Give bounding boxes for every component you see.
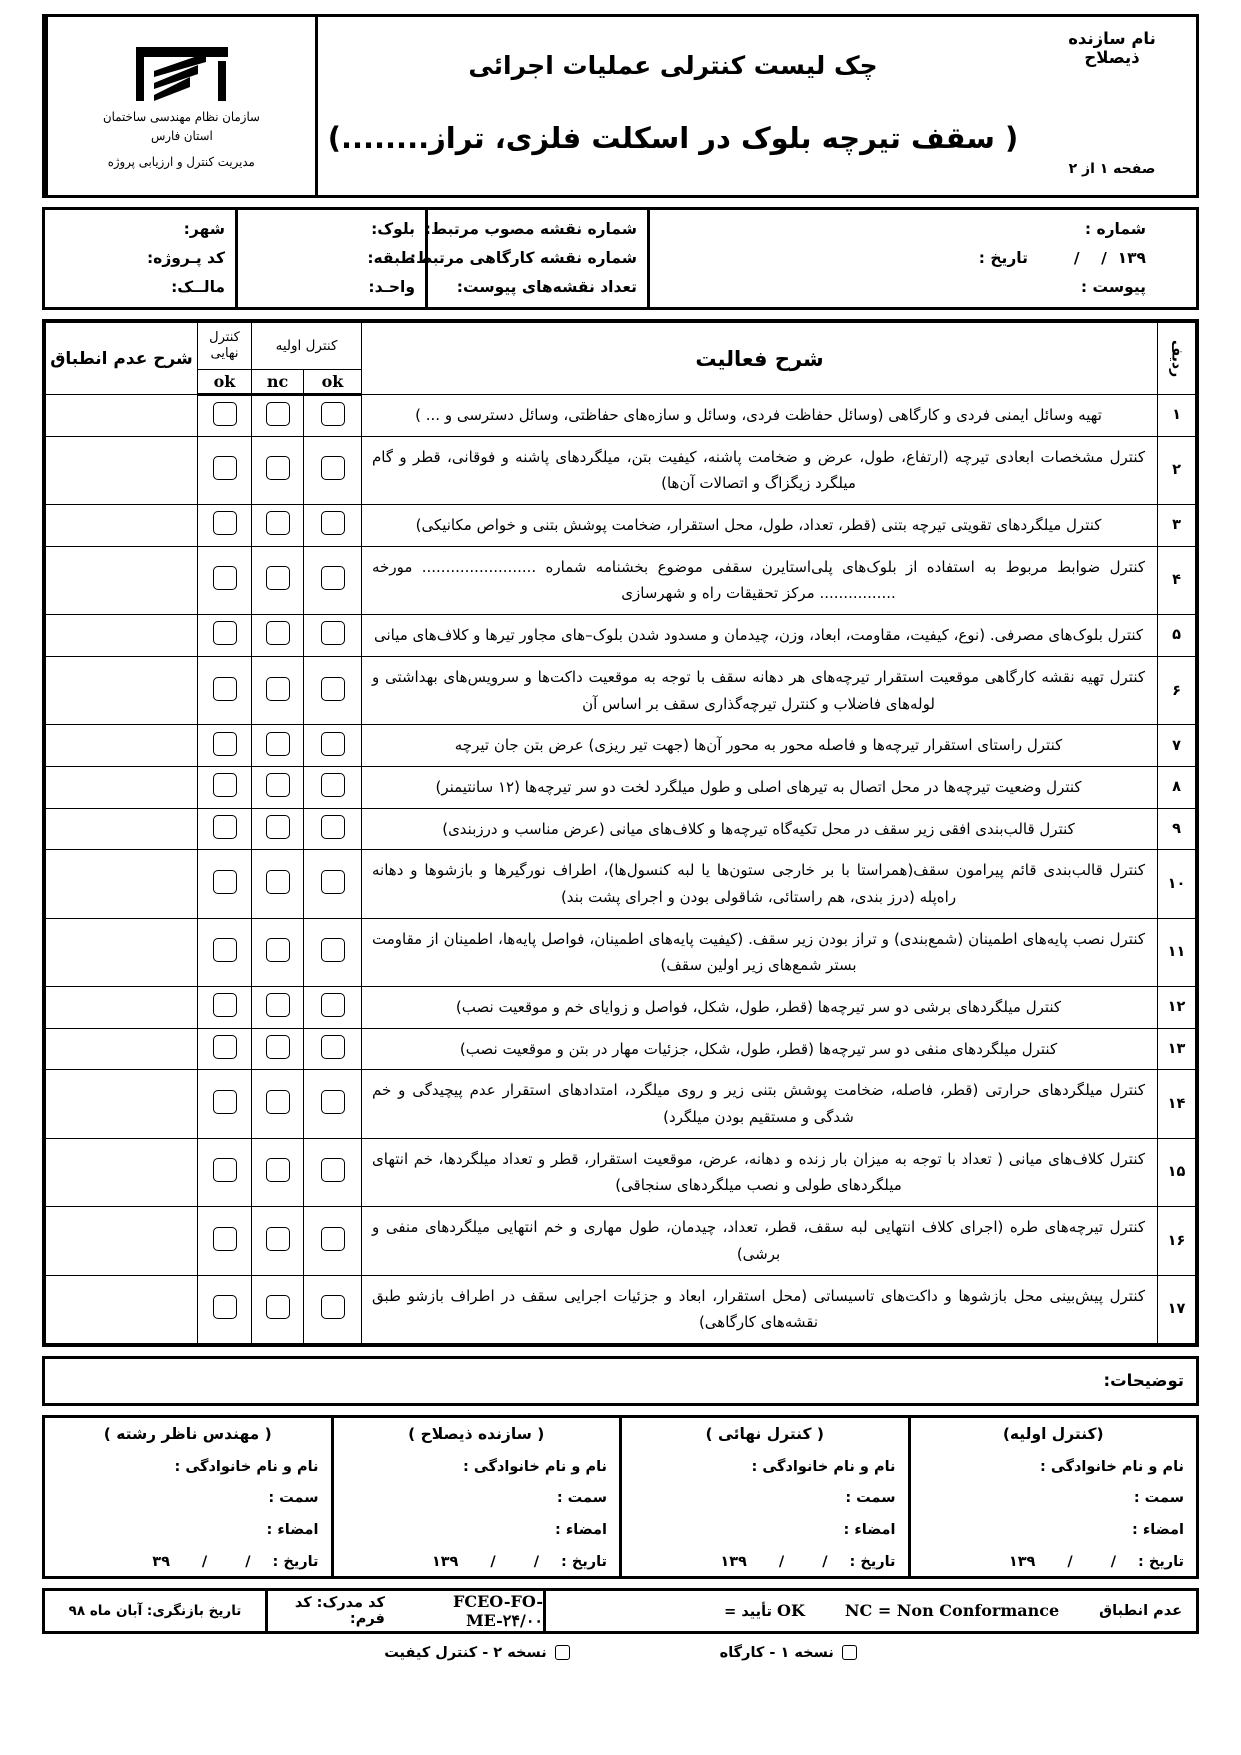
signature-sign-field[interactable]: امضاء : [266,1522,319,1539]
signature-column-title: ( کنترل نهائی ) [705,1424,824,1443]
attached-count-row: تعداد نقشه‌های پیوست: [456,278,637,296]
checkbox-initial-nc-cell[interactable] [252,1028,304,1070]
checkbox-initial-ok[interactable] [321,870,345,894]
info-row-date [660,244,1186,273]
activity-description: کنترل تیرچه‌های طره (اجرای کلاف انتهایی لبه سقف، قطر، تعداد، چیدمان، طول مهاری و خم انتهایی میلگردهای منفی و برشی) [362,1207,1158,1275]
checkbox-initial-nc[interactable] [266,993,290,1017]
legend-block [42,1588,1199,1634]
checkbox-final-ok-cell[interactable] [198,850,252,918]
checkbox-initial-ok[interactable] [321,621,345,645]
col-header-nc: nc [252,370,304,395]
activity-description: کنترل قالب‌بندی افقی زیر سقف در محل تکیه‌گاه تیرچه‌ها و کلاف‌های میانی (عرض مناسب و درزبندی) [362,808,1158,850]
info-group-drawing-numbers [409,210,647,307]
checkbox-initial-nc-cell[interactable] [252,615,304,657]
date-label: تاریخ : [978,249,1028,267]
nonconformance-description-field[interactable] [46,766,198,808]
table-row [46,850,1196,918]
signature-column-3 [331,1418,620,1576]
header-title-area [315,17,1028,195]
signature-position-field[interactable]: سمت : [268,1490,319,1507]
checkbox-final-ok[interactable] [213,870,237,894]
row-number: ۱۵ [1158,1138,1196,1206]
checkbox-final-ok[interactable] [213,1227,237,1251]
table-row [46,1275,1196,1343]
activity-description: کنترل بلوک‌های مصرفی. (نوع، کیفیت، مقاومت، ابعاد، وزن، چیدمان و مسدود شدن بلوک–های مجاور تیرها و کلاف‌های میانی [362,615,1158,657]
date-slash-1: / [1110,1553,1117,1570]
table-row [46,656,1196,724]
activity-description: کنترل پیش‌بینی محل بازشوها و داکت‌های تاسیساتی (محل استقرار، ابعاد و جزئیات اجرایی سقف در اطراف بازشو طبق نقشه‌های کارگاهی) [362,1275,1158,1343]
checkbox-final-ok-cell[interactable] [198,505,252,547]
checkbox-final-ok-cell[interactable] [198,615,252,657]
signature-column-4 [45,1418,331,1576]
checkbox-initial-ok[interactable] [321,938,345,962]
table-row [46,436,1196,504]
activity-description: کنترل قالب‌بندی قائم پیرامون سقف(همراستا با بر خارجی ستون‌ها یا لبه کنسول‌ها)، اطراف نورگیرها و بازشوها و دهانه راه‌پله (درز بندی، هم راستائی، شاقولی بودن و اجرای پشت بند) [362,850,1158,918]
col-header-final-control [198,323,252,370]
notes-label: توضیحات: [1103,1371,1184,1391]
date-slash-2: / [490,1553,496,1570]
info-group-project [45,210,235,307]
copy1-checkbox-icon[interactable] [842,1645,857,1660]
checkbox-final-ok-cell[interactable] [198,766,252,808]
checkbox-final-ok-cell[interactable] [198,1138,252,1206]
info-row-attachment [660,273,1186,302]
date-slash-2: / [1067,1553,1073,1570]
col-header-nonconformance: شرح عدم انطباق [46,323,198,395]
final-control-line1: کنترل [209,329,240,345]
signature-date-label: تاریخ : [849,1553,896,1570]
row-number: ۹ [1158,808,1196,850]
page-title: چک لیست کنترلی عملیات اجرائی [468,51,878,81]
nonconformance-description-field[interactable] [46,615,198,657]
checkbox-final-ok-cell[interactable] [198,436,252,504]
nonconformance-description-field[interactable] [46,395,198,437]
date-slash-1: / [822,1553,828,1570]
signature-date-label: تاریخ : [1138,1553,1184,1570]
nonconformance-description-field[interactable] [46,808,198,850]
legend-revision: تاریخ بازنگری: آبان ماه ۹۸ [68,1602,242,1619]
copy-item-quality[interactable] [384,1645,569,1661]
signature-date-year: ۳۹ [152,1553,170,1570]
col-header-initial-control: کنترل اولیه [252,323,362,370]
table-row [46,1138,1196,1206]
checkbox-final-ok-cell[interactable] [198,1275,252,1343]
checkbox-initial-ok-cell[interactable] [304,1207,362,1275]
checkbox-final-ok[interactable] [213,938,237,962]
col-header-ok2: ok [198,370,252,395]
signature-date-field[interactable] [346,1554,608,1570]
checkbox-final-ok[interactable] [213,402,237,426]
page-number-label: صفحه ۱ از ۲ [1068,161,1156,177]
checkbox-initial-nc[interactable] [266,621,290,645]
checkbox-initial-ok-cell[interactable] [304,987,362,1029]
activity-description: کنترل نصب پایه‌های اطمینان (شمع‌بندی) و تراز بودن زیر سقف. (کیفیت پایه‌های اطمینان، فواصل پایه‌ها، اطمینان از مقاومت بستر شمع‌های زیر اولین سقف) [362,918,1158,986]
table-row [46,918,1196,986]
signature-sign-field[interactable]: امضاء : [843,1522,896,1539]
checkbox-initial-nc[interactable] [266,773,290,797]
checkbox-final-ok-cell[interactable] [198,1070,252,1138]
floor-row: طبقه: [367,249,415,267]
row-number: ۸ [1158,766,1196,808]
signature-position-field[interactable]: سمت : [556,1490,607,1507]
checkbox-final-ok[interactable] [213,773,237,797]
checkbox-final-ok[interactable] [213,815,237,839]
col-header-activity: شرح فعالیت [362,323,1158,395]
checkbox-initial-ok[interactable] [321,1158,345,1182]
org-name-line3: مدیریت کنترل و ارزیابی پروژه [107,154,256,169]
signature-column-2 [619,1418,908,1576]
signature-date-year: ۱۳۹ [1008,1553,1036,1570]
checkbox-initial-ok[interactable] [321,566,345,590]
activity-description: کنترل ضوابط مربوط به استفاده از بلوک‌های پلی‌استایرن سقفی موضوع بخشنامه شماره ........................ مورخه ................ مرکز تحقیقات راه و شهرسازی [362,546,1158,614]
checklist-table [45,322,1196,1344]
table-row [46,1070,1196,1138]
copy-item-workshop[interactable] [720,1645,857,1661]
row-number: ۶ [1158,656,1196,724]
block-row: بلوک: [371,220,415,238]
doc-code-label: کد مدرک: کد فرم: [294,1594,385,1627]
checkbox-initial-nc-cell[interactable] [252,546,304,614]
checkbox-initial-nc[interactable] [266,938,290,962]
date-value[interactable]: ۱۳۹ / / [1073,249,1146,267]
checkbox-initial-ok[interactable] [321,1090,345,1114]
row-number: ۲ [1158,436,1196,504]
checkbox-initial-nc-cell[interactable] [252,436,304,504]
nonconformance-description-field[interactable] [46,850,198,918]
nonconformance-description-field[interactable] [46,1070,198,1138]
signature-row [45,1418,1196,1576]
nonconformance-description-field[interactable] [46,1275,198,1343]
checkbox-final-ok-cell[interactable] [198,1028,252,1070]
nonconformance-description-field[interactable] [46,725,198,767]
table-row [46,808,1196,850]
checkbox-initial-nc-cell[interactable] [252,505,304,547]
row-number: ۳ [1158,505,1196,547]
checkbox-initial-nc-cell[interactable] [252,656,304,724]
info-group-location [235,210,425,307]
checkbox-initial-ok[interactable] [321,732,345,756]
checkbox-initial-nc-cell[interactable] [252,1138,304,1206]
row-number: ۱۶ [1158,1207,1196,1275]
checklist-table-head [46,323,1196,395]
checkbox-initial-nc-cell[interactable] [252,850,304,918]
table-row [46,766,1196,808]
attachment-label: پیوست : [1080,278,1146,296]
notes-block [42,1356,1199,1406]
activity-description: کنترل راستای استقرار تیرچه‌ها و فاصله محور به محور آن‌ها (جهت تیر ریزی) عرض بتن جان تیرچه [362,725,1158,767]
signature-sign-field[interactable]: امضاء : [1132,1522,1184,1539]
nonconformance-description-field[interactable] [46,1207,198,1275]
project-code-row: کد پـروژه: [146,249,225,267]
copy2-label: نسخه ۲ - کنترل کیفیت [384,1644,547,1661]
checkbox-final-ok[interactable] [213,621,237,645]
table-row [46,395,1196,437]
checkbox-initial-ok-cell[interactable] [304,725,362,767]
checkbox-initial-ok-cell[interactable] [304,1070,362,1138]
signature-date-label: تاریخ : [272,1553,319,1570]
signature-column-1 [908,1418,1197,1576]
row-number: ۱۲ [1158,987,1196,1029]
checkbox-initial-nc[interactable] [266,566,290,590]
organization-logo [45,17,315,195]
checkbox-initial-nc[interactable] [266,402,290,426]
info-row-number [660,215,1186,244]
checkbox-initial-nc[interactable] [266,1158,290,1182]
checkbox-initial-ok[interactable] [321,815,345,839]
checkbox-initial-nc-cell[interactable] [252,395,304,437]
owner-row: مالــک: [171,278,225,296]
checkbox-final-ok-cell[interactable] [198,808,252,850]
legend-ok-label: تأیید = [724,1604,772,1621]
nonconformance-description-field[interactable] [46,546,198,614]
checkbox-initial-nc-cell[interactable] [252,1070,304,1138]
row-number: ۵ [1158,615,1196,657]
checkbox-initial-nc[interactable] [266,1295,290,1319]
date-slash-1: / [533,1553,540,1570]
signature-date-year: ۱۳۹ [720,1553,747,1570]
nonconformance-description-field[interactable] [46,987,198,1029]
col-header-ok1: ok [304,370,362,395]
table-row [46,987,1196,1029]
checkbox-initial-ok[interactable] [321,1227,345,1251]
activity-description: کنترل میلگردهای حرارتی (قطر، فاصله، ضخامت پوشش بتنی زیر و روی میلگرد، امتدادهای استقرار عدم پیچیدگی و خم شدگی و مستقیم بودن میلگرد) [362,1070,1158,1138]
signature-date-field[interactable] [57,1554,319,1570]
legend-ok-text: OK [777,1601,805,1621]
checkbox-initial-ok[interactable] [321,773,345,797]
checkbox-final-ok[interactable] [213,1090,237,1114]
checkbox-initial-ok-cell[interactable] [304,546,362,614]
activity-description: کنترل تهیه نقشه کارگاهی موقعیت استقرار تیرچه‌های هر دهانه سقف با توجه به موقعیت داکت‌ها و سرویس‌های بهداشتی و لوله‌های فاضلاب و کنترل تیرچه‌گذاری سقف بر اساس آن [362,656,1158,724]
date-slash-2: / [778,1553,785,1570]
date-slash-1: / [245,1553,251,1570]
shop-drawing-row: شماره نقشه کارگاهی مرتبط: [409,249,637,267]
checkbox-initial-ok[interactable] [321,1295,345,1319]
checkbox-initial-ok-cell[interactable] [304,766,362,808]
org-name-line1: سازمان نظام مهندسی ساختمان [103,109,260,124]
checkbox-final-ok-cell[interactable] [198,725,252,767]
checkbox-final-ok-cell[interactable] [198,987,252,1029]
checkbox-initial-nc[interactable] [266,1227,290,1251]
checkbox-final-ok[interactable] [213,566,237,590]
checkbox-initial-nc-cell[interactable] [252,1207,304,1275]
table-row [46,546,1196,614]
building-logo-icon [130,43,234,105]
col-header-row-no: ردیف [1158,323,1196,395]
legend-nc-text: NC = Non Conformance [844,1601,1060,1621]
checkbox-initial-ok[interactable] [321,993,345,1017]
date-slash-2: / [201,1553,208,1570]
signature-name-field[interactable]: نام و نام خانوادگی : [1040,1458,1184,1475]
checkbox-initial-nc[interactable] [266,1090,290,1114]
legend-doc-code [265,1591,543,1631]
checkbox-final-ok[interactable] [213,732,237,756]
nonconformance-description-field[interactable] [46,1138,198,1206]
checkbox-final-ok-cell[interactable] [198,546,252,614]
checklist-table-body [46,395,1196,1344]
signature-column-title: ( مهندس ناظر رشته ) [103,1424,272,1443]
checkbox-initial-nc[interactable] [266,677,290,701]
activity-description: تهیه وسائل ایمنی فردی و کارگاهی (وسائل حفاظت فردی، وسائل و سازه‌های حفاظتی، وسائل دسترسی و ... ) [362,395,1158,437]
legend-nc-label: عدم انطباق [1099,1602,1182,1619]
checkbox-initial-nc-cell[interactable] [252,918,304,986]
doc-code-value: FCEO-FO-ME-۲۴/۰۰ [453,1591,543,1630]
city-row: شهر: [183,220,225,238]
signature-name-field[interactable]: نام و نام خانوادگی : [174,1458,319,1475]
checkbox-initial-nc-cell[interactable] [252,766,304,808]
row-number: ۴ [1158,546,1196,614]
checkbox-initial-nc[interactable] [266,732,290,756]
signature-position-field[interactable]: سمت : [845,1490,896,1507]
signature-date-year: ۱۳۹ [431,1553,459,1570]
table-row [46,1028,1196,1070]
checkbox-final-ok-cell[interactable] [198,395,252,437]
row-number: ۱۳ [1158,1028,1196,1070]
checkbox-initial-nc[interactable] [266,870,290,894]
page-subtitle: ( سقف تیرچه بلوک در اسکلت فلزی، تراز........) [327,120,1019,155]
checkbox-initial-nc[interactable] [266,1035,290,1059]
nonconformance-description-field[interactable] [46,1028,198,1070]
activity-description: کنترل میلگردهای برشی دو سر تیرچه‌ها (قطر، طول، شکل، فواصل و زوایای خم و موقعیت نصب) [362,987,1158,1029]
number-label: شماره : [1084,220,1146,238]
copies-row [42,1645,1199,1661]
checkbox-final-ok[interactable] [213,993,237,1017]
signature-name-field[interactable]: نام و نام خانوادگی : [751,1458,896,1475]
table-row [46,505,1196,547]
activity-description: کنترل مشخصات ابعادی تیرچه (ارتفاع، طول، عرض و ضخامت پاشنه، کیفیت بتن، میلگردهای پاشنه و فوقانی، قطر و گام میلگرد زیگزاگ و اتصالات آن‌ها) [362,436,1158,504]
checkbox-final-ok[interactable] [213,677,237,701]
activity-description: کنترل میلگردهای منفی دو سر تیرچه‌ها (قطر، طول، شکل، جزئیات مهار در بتن و موقعیت نصب) [362,1028,1158,1070]
checkbox-initial-nc-cell[interactable] [252,1275,304,1343]
checkbox-initial-ok[interactable] [321,511,345,535]
signature-name-field[interactable]: نام و نام خانوادگی : [463,1458,607,1475]
checkbox-initial-ok[interactable] [321,402,345,426]
notes-field[interactable] [45,1359,1196,1403]
row-number: ۱۴ [1158,1070,1196,1138]
checkbox-initial-ok[interactable] [321,677,345,701]
table-row [46,615,1196,657]
checkbox-initial-ok-cell[interactable] [304,615,362,657]
checkbox-initial-nc[interactable] [266,456,290,480]
document-header [42,14,1199,198]
copy1-label: نسخه ۱ - کارگاه [719,1644,834,1661]
activity-description: کنترل کلاف‌های میانی ( تعداد با توجه به میزان بار زنده و دهانه، عرض، موقعیت استقرار، قطر و تعداد میلگردها، خم انتهای میلگردهای طولی و نصب میلگردهای سنجاقی) [362,1138,1158,1206]
checkbox-initial-nc[interactable] [266,511,290,535]
checkbox-initial-nc-cell[interactable] [252,725,304,767]
final-control-line2: نهایی [210,346,239,361]
checkbox-initial-ok-cell[interactable] [304,436,362,504]
row-number: ۱۰ [1158,850,1196,918]
row-number: ۱۷ [1158,1275,1196,1343]
row-number: ۱ [1158,395,1196,437]
signature-column-title: (کنترل اولیه) [1002,1424,1104,1443]
checkbox-initial-ok[interactable] [321,1035,345,1059]
checkbox-final-ok[interactable] [213,456,237,480]
checkbox-initial-ok-cell[interactable] [304,918,362,986]
checkbox-initial-ok-cell[interactable] [304,656,362,724]
checkbox-final-ok[interactable] [213,1295,237,1319]
checkbox-initial-ok-cell[interactable] [304,808,362,850]
table-row [46,1207,1196,1275]
checkbox-final-ok[interactable] [213,511,237,535]
signature-sign-field[interactable]: امضاء : [555,1522,607,1539]
checkbox-initial-ok-cell[interactable] [304,1138,362,1206]
nonconformance-description-field[interactable] [46,656,198,724]
checkbox-final-ok-cell[interactable] [198,918,252,986]
project-info-block [42,207,1199,310]
org-name-line2: استان فارس [150,128,213,143]
checkbox-initial-ok-cell[interactable] [304,505,362,547]
checkbox-initial-ok-cell[interactable] [304,850,362,918]
signature-block [42,1415,1199,1579]
checkbox-final-ok-cell[interactable] [198,1207,252,1275]
checkbox-initial-ok-cell[interactable] [304,395,362,437]
row-number: ۱۱ [1158,918,1196,986]
signature-position-field[interactable]: سمت : [1133,1490,1184,1507]
checkbox-final-ok-cell[interactable] [198,656,252,724]
checkbox-initial-nc[interactable] [266,815,290,839]
table-row [46,725,1196,767]
unit-row: واحـد: [368,278,415,296]
checkbox-initial-ok-cell[interactable] [304,1275,362,1343]
legend-keys [543,1591,1196,1631]
nonconformance-description-field[interactable] [46,505,198,547]
builder-name-label: نام سازنده ذیصلاح [1068,29,1156,67]
info-group-drawings [647,210,1196,307]
activity-description: کنترل میلگردهای تقویتی تیرچه بتنی (قطر، تعداد، طول، محل استقرار، ضخامت پوشش بتنی و خواص مکانیکی) [362,505,1158,547]
signature-date-field[interactable] [634,1554,896,1570]
checkbox-initial-nc-cell[interactable] [252,808,304,850]
activity-description: کنترل وضعیت تیرچه‌ها در محل اتصال به تیرهای اصلی و طول میلگرد لخت دو سر تیرچه‌ها (۱۲ سانتیمنر) [362,766,1158,808]
approved-drawing-row: شماره نقشه مصوب مرتبط: [424,220,637,238]
header-meta [1028,17,1196,195]
checkbox-initial-ok[interactable] [321,456,345,480]
signature-date-label: تاریخ : [561,1553,607,1570]
checkbox-final-ok[interactable] [213,1035,237,1059]
nonconformance-description-field[interactable] [46,436,198,504]
checkbox-initial-nc-cell[interactable] [252,987,304,1029]
checkbox-final-ok[interactable] [213,1158,237,1182]
checkbox-initial-ok-cell[interactable] [304,1028,362,1070]
checklist-table-block [42,319,1199,1347]
nonconformance-description-field[interactable] [46,918,198,986]
row-number: ۷ [1158,725,1196,767]
signature-column-title: ( سازنده ذیصلاح ) [408,1424,545,1443]
copy2-checkbox-icon[interactable] [555,1645,570,1660]
legend-ok-group [724,1601,805,1620]
signature-date-field[interactable] [923,1554,1185,1570]
